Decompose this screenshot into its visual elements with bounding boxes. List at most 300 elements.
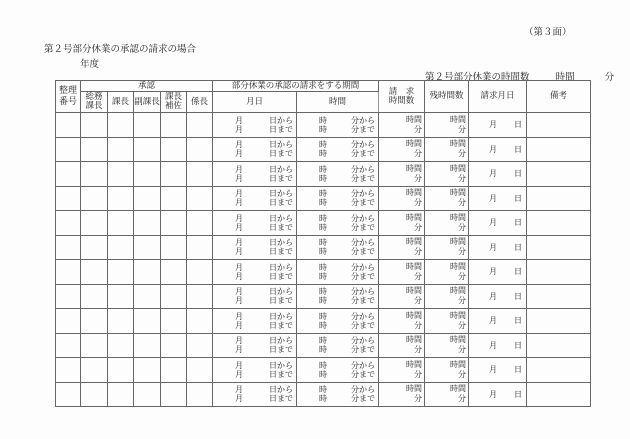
remaining-hours-cell[interactable]: [425, 333, 469, 358]
day-to-label: 日まで: [269, 320, 293, 330]
approval-section-chief-cell[interactable]: [108, 284, 134, 309]
approval-section-chief-cell[interactable]: [108, 358, 134, 383]
approval-assistant-chief-cell[interactable]: [161, 137, 187, 162]
req-day-label: 日: [514, 218, 522, 228]
approval-deputy-chief-cell[interactable]: [134, 382, 161, 407]
req-day-label: 日: [514, 242, 522, 252]
minutes-label: 分: [414, 173, 422, 183]
month-label: 月: [235, 271, 243, 281]
requested-hours-cell[interactable]: [379, 382, 425, 407]
remarks-cell[interactable]: [527, 284, 591, 309]
minutes-label: 分: [458, 198, 466, 208]
approval-assistant-chief-cell[interactable]: [161, 235, 187, 260]
partial-leave-table: [55, 80, 591, 407]
date-range-cell[interactable]: [213, 333, 297, 358]
minutes-label: 分: [414, 247, 422, 257]
table-row: [56, 186, 591, 211]
month-label: 月: [235, 115, 243, 125]
hour-label: 時: [319, 222, 327, 232]
time-range-cell[interactable]: [297, 284, 379, 309]
min-from-label: 分から: [351, 360, 375, 370]
approval-general-affairs-chief-cell[interactable]: [81, 284, 108, 309]
approver-label: 補佐: [164, 101, 182, 111]
month-label: 月: [235, 311, 243, 321]
requested-hours-cell[interactable]: [379, 186, 425, 211]
day-from-label: 日から: [269, 336, 293, 346]
date-range-cell[interactable]: [213, 284, 297, 309]
req-month-label: 月: [489, 242, 497, 252]
header-approval: 承認: [81, 81, 213, 92]
remaining-hours-cell[interactable]: [425, 260, 469, 285]
approval-subsection-chief-cell[interactable]: [187, 211, 213, 236]
request-date-cell[interactable]: [469, 113, 527, 138]
approval-general-affairs-chief-cell[interactable]: [81, 162, 108, 187]
approval-general-affairs-chief-cell[interactable]: [81, 137, 108, 162]
minutes-label: 分: [414, 320, 422, 330]
day-to-label: 日まで: [269, 247, 293, 257]
approval-subsection-chief-cell[interactable]: [187, 333, 213, 358]
hours-label: 時間: [406, 384, 422, 394]
date-range-cell[interactable]: [213, 309, 297, 334]
request-date-cell[interactable]: [469, 186, 527, 211]
hours-summary-minutes-unit: 分: [604, 72, 615, 83]
minutes-label: 分: [414, 124, 422, 134]
day-to-label: 日まで: [269, 198, 293, 208]
remaining-hours-cell[interactable]: [425, 358, 469, 383]
hours-label: 時間: [406, 286, 422, 296]
minutes-label: 分: [458, 394, 466, 404]
header-approver-subsection-chief: [187, 92, 213, 113]
date-range-cell[interactable]: [213, 113, 297, 138]
minutes-label: 分: [458, 369, 466, 379]
remarks-cell[interactable]: [527, 137, 591, 162]
hours-label: 時間: [450, 310, 466, 320]
approval-section-chief-cell[interactable]: [108, 113, 134, 138]
min-from-label: 分から: [351, 311, 375, 321]
min-from-label: 分から: [351, 164, 375, 174]
approval-deputy-chief-cell[interactable]: [134, 137, 161, 162]
min-from-label: 分から: [351, 238, 375, 248]
hour-label: 時: [319, 385, 327, 395]
approval-deputy-chief-cell[interactable]: [134, 162, 161, 187]
minutes-label: 分: [414, 198, 422, 208]
remaining-hours-cell[interactable]: [425, 162, 469, 187]
minutes-label: 分: [458, 149, 466, 159]
hour-label: 時: [319, 345, 327, 355]
approval-section-chief-cell[interactable]: [108, 162, 134, 187]
req-day-label: 日: [514, 316, 522, 326]
fiscal-year-label: 年度: [80, 59, 100, 70]
req-month-label: 月: [489, 316, 497, 326]
approval-general-affairs-chief-cell[interactable]: [81, 211, 108, 236]
hour-label: 時: [319, 198, 327, 208]
approval-assistant-chief-cell[interactable]: [161, 358, 187, 383]
approver-label: 課長: [85, 101, 103, 111]
approval-general-affairs-chief-cell[interactable]: [81, 309, 108, 334]
approval-subsection-chief-cell[interactable]: [187, 382, 213, 407]
serial-no-cell[interactable]: [56, 284, 81, 309]
approval-subsection-chief-cell[interactable]: [187, 162, 213, 187]
minutes-label: 分: [458, 247, 466, 257]
hours-label: 時間: [406, 335, 422, 345]
remaining-hours-cell[interactable]: [425, 235, 469, 260]
day-from-label: 日から: [269, 115, 293, 125]
header-requested-hours-line2: 時間数: [388, 95, 415, 106]
min-to-label: 分まで: [351, 198, 375, 208]
approval-deputy-chief-cell[interactable]: [134, 358, 161, 383]
hour-label: 時: [319, 262, 327, 272]
day-from-label: 日から: [269, 287, 293, 297]
req-day-label: 日: [514, 365, 522, 375]
hours-label: 時間: [450, 114, 466, 124]
day-to-label: 日まで: [269, 149, 293, 159]
approval-assistant-chief-cell[interactable]: [161, 186, 187, 211]
requested-hours-cell[interactable]: [379, 358, 425, 383]
min-to-label: 分まで: [351, 173, 375, 183]
requested-hours-cell[interactable]: [379, 137, 425, 162]
approval-assistant-chief-cell[interactable]: [161, 260, 187, 285]
approval-assistant-chief-cell[interactable]: [161, 162, 187, 187]
approval-assistant-chief-cell[interactable]: [161, 309, 187, 334]
hours-label: 時間: [406, 114, 422, 124]
hours-label: 時間: [450, 384, 466, 394]
date-range-cell[interactable]: [213, 211, 297, 236]
minutes-label: 分: [414, 149, 422, 159]
hour-label: 時: [319, 320, 327, 330]
time-range-cell[interactable]: [297, 186, 379, 211]
date-range-cell[interactable]: [213, 186, 297, 211]
date-range-cell[interactable]: [213, 235, 297, 260]
remaining-hours-cell[interactable]: [425, 284, 469, 309]
min-from-label: 分から: [351, 213, 375, 223]
hour-label: 時: [319, 238, 327, 248]
approval-section-chief-cell[interactable]: [108, 333, 134, 358]
request-date-cell[interactable]: [469, 162, 527, 187]
approval-subsection-chief-cell[interactable]: [187, 309, 213, 334]
time-range-cell[interactable]: [297, 137, 379, 162]
approval-subsection-chief-cell[interactable]: [187, 113, 213, 138]
hours-label: 時間: [406, 261, 422, 271]
month-label: 月: [235, 140, 243, 150]
approval-deputy-chief-cell[interactable]: [134, 309, 161, 334]
header-remarks: 備考: [527, 81, 591, 113]
day-to-label: 日まで: [269, 296, 293, 306]
request-date-cell[interactable]: [469, 137, 527, 162]
approval-subsection-chief-cell[interactable]: [187, 186, 213, 211]
req-month-label: 月: [489, 340, 497, 350]
hour-label: 時: [319, 336, 327, 346]
req-month-label: 月: [489, 169, 497, 179]
approval-general-affairs-chief-cell[interactable]: [81, 186, 108, 211]
hours-label: 時間: [406, 359, 422, 369]
req-day-label: 日: [514, 169, 522, 179]
remaining-hours-cell[interactable]: [425, 382, 469, 407]
day-from-label: 日から: [269, 262, 293, 272]
day-from-label: 日から: [269, 311, 293, 321]
table-row: [56, 113, 591, 138]
month-label: 月: [235, 124, 243, 134]
remaining-hours-cell[interactable]: [425, 186, 469, 211]
header-time: 時間: [297, 92, 379, 113]
month-label: 月: [235, 369, 243, 379]
remarks-cell[interactable]: [527, 260, 591, 285]
day-to-label: 日まで: [269, 124, 293, 134]
serial-no-cell[interactable]: [56, 260, 81, 285]
time-range-cell[interactable]: [297, 309, 379, 334]
req-day-label: 日: [514, 340, 522, 350]
remarks-cell[interactable]: [527, 113, 591, 138]
month-label: 月: [235, 164, 243, 174]
req-day-label: 日: [514, 267, 522, 277]
min-to-label: 分まで: [351, 394, 375, 404]
requested-hours-cell[interactable]: [379, 113, 425, 138]
minutes-label: 分: [458, 222, 466, 232]
table-row: [56, 309, 591, 334]
requested-hours-cell[interactable]: [379, 260, 425, 285]
req-day-label: 日: [514, 291, 522, 301]
hours-label: 時間: [406, 163, 422, 173]
min-to-label: 分まで: [351, 296, 375, 306]
req-month-label: 月: [489, 365, 497, 375]
request-date-cell[interactable]: [469, 309, 527, 334]
minutes-label: 分: [458, 320, 466, 330]
approval-section-chief-cell[interactable]: [108, 186, 134, 211]
minutes-label: 分: [414, 271, 422, 281]
day-from-label: 日から: [269, 360, 293, 370]
hours-label: 時間: [450, 261, 466, 271]
hours-label: 時間: [406, 237, 422, 247]
hour-label: 時: [319, 213, 327, 223]
approval-deputy-chief-cell[interactable]: [134, 211, 161, 236]
hour-label: 時: [319, 369, 327, 379]
remarks-cell[interactable]: [527, 211, 591, 236]
serial-no-cell[interactable]: [56, 358, 81, 383]
header-requested-hours: [379, 81, 425, 113]
remarks-cell[interactable]: [527, 358, 591, 383]
serial-no-cell[interactable]: [56, 382, 81, 407]
table-row: [56, 260, 591, 285]
req-month-label: 月: [489, 389, 497, 399]
remaining-hours-cell[interactable]: [425, 211, 469, 236]
month-label: 月: [235, 385, 243, 395]
requested-hours-cell[interactable]: [379, 284, 425, 309]
serial-no-cell[interactable]: [56, 113, 81, 138]
hours-label: 時間: [450, 335, 466, 345]
request-date-cell[interactable]: [469, 333, 527, 358]
remarks-cell[interactable]: [527, 382, 591, 407]
min-from-label: 分から: [351, 189, 375, 199]
serial-no-cell[interactable]: [56, 211, 81, 236]
approval-deputy-chief-cell[interactable]: [134, 235, 161, 260]
date-range-cell[interactable]: [213, 382, 297, 407]
hour-label: 時: [319, 149, 327, 159]
remarks-cell[interactable]: [527, 333, 591, 358]
header-approver-assistant-chief: [161, 92, 187, 113]
month-label: 月: [235, 360, 243, 370]
requested-hours-cell[interactable]: [379, 309, 425, 334]
hour-label: 時: [319, 287, 327, 297]
time-range-cell[interactable]: [297, 260, 379, 285]
requested-hours-cell[interactable]: [379, 235, 425, 260]
remarks-cell[interactable]: [527, 235, 591, 260]
approval-subsection-chief-cell[interactable]: [187, 235, 213, 260]
request-date-cell[interactable]: [469, 235, 527, 260]
approval-assistant-chief-cell[interactable]: [161, 211, 187, 236]
approval-assistant-chief-cell[interactable]: [161, 113, 187, 138]
serial-no-cell[interactable]: [56, 235, 81, 260]
approval-subsection-chief-cell[interactable]: [187, 358, 213, 383]
day-to-label: 日まで: [269, 369, 293, 379]
remaining-hours-cell[interactable]: [425, 309, 469, 334]
hours-label: 時間: [450, 286, 466, 296]
serial-no-cell[interactable]: [56, 309, 81, 334]
header-remaining-hours: 残時間数: [425, 81, 469, 113]
time-range-cell[interactable]: [297, 382, 379, 407]
table-row: [56, 235, 591, 260]
header-serial-no: [56, 81, 81, 113]
remarks-cell[interactable]: [527, 309, 591, 334]
approval-section-chief-cell[interactable]: [108, 309, 134, 334]
table-row: [56, 382, 591, 407]
req-day-label: 日: [514, 144, 522, 154]
approval-assistant-chief-cell[interactable]: [161, 284, 187, 309]
minutes-label: 分: [414, 394, 422, 404]
min-from-label: 分から: [351, 115, 375, 125]
approval-general-affairs-chief-cell[interactable]: [81, 333, 108, 358]
req-month-label: 月: [489, 120, 497, 130]
request-date-cell[interactable]: [469, 284, 527, 309]
header-request-period: 部分休業の承認の請求をする期間: [213, 81, 379, 92]
month-label: 月: [235, 213, 243, 223]
header-serial-no-line1: 整理: [58, 85, 77, 96]
hours-label: 時間: [450, 139, 466, 149]
min-from-label: 分から: [351, 336, 375, 346]
approver-label: 係長: [190, 96, 208, 107]
hours-label: 時間: [450, 359, 466, 369]
date-range-cell[interactable]: [213, 260, 297, 285]
time-range-cell[interactable]: [297, 211, 379, 236]
header-requested-hours-line1: 請 求: [388, 86, 415, 97]
day-to-label: 日まで: [269, 271, 293, 281]
table-row: [56, 162, 591, 187]
remarks-cell[interactable]: [527, 186, 591, 211]
request-date-cell[interactable]: [469, 382, 527, 407]
date-range-cell[interactable]: [213, 358, 297, 383]
serial-no-cell[interactable]: [56, 137, 81, 162]
requested-hours-cell[interactable]: [379, 211, 425, 236]
minutes-label: 分: [458, 271, 466, 281]
serial-no-cell[interactable]: [56, 186, 81, 211]
min-to-label: 分まで: [351, 345, 375, 355]
day-from-label: 日から: [269, 385, 293, 395]
min-from-label: 分から: [351, 140, 375, 150]
approval-assistant-chief-cell[interactable]: [161, 333, 187, 358]
remaining-hours-cell[interactable]: [425, 137, 469, 162]
approval-deputy-chief-cell[interactable]: [134, 333, 161, 358]
hour-label: 時: [319, 296, 327, 306]
approval-subsection-chief-cell[interactable]: [187, 137, 213, 162]
header-serial-no-line2: 番号: [58, 96, 77, 107]
approval-deputy-chief-cell[interactable]: [134, 186, 161, 211]
remarks-cell[interactable]: [527, 162, 591, 187]
month-label: 月: [235, 247, 243, 257]
day-to-label: 日まで: [269, 173, 293, 183]
approval-general-affairs-chief-cell[interactable]: [81, 235, 108, 260]
month-label: 月: [235, 173, 243, 183]
minutes-label: 分: [414, 345, 422, 355]
hours-summary-hours-unit: 時間: [555, 72, 575, 83]
time-range-cell[interactable]: [297, 113, 379, 138]
approval-general-affairs-chief-cell[interactable]: [81, 382, 108, 407]
time-range-cell[interactable]: [297, 235, 379, 260]
approval-assistant-chief-cell[interactable]: [161, 382, 187, 407]
day-to-label: 日まで: [269, 394, 293, 404]
req-day-label: 日: [514, 389, 522, 399]
hours-label: 時間: [406, 139, 422, 149]
minutes-label: 分: [414, 296, 422, 306]
hours-label: 時間: [406, 212, 422, 222]
requested-hours-cell[interactable]: [379, 162, 425, 187]
requested-hours-cell[interactable]: [379, 333, 425, 358]
hour-label: 時: [319, 140, 327, 150]
min-to-label: 分まで: [351, 247, 375, 257]
request-date-cell[interactable]: [469, 358, 527, 383]
table-row: [56, 333, 591, 358]
approval-section-chief-cell[interactable]: [108, 235, 134, 260]
approval-deputy-chief-cell[interactable]: [134, 113, 161, 138]
hour-label: 時: [319, 360, 327, 370]
approval-section-chief-cell[interactable]: [108, 137, 134, 162]
month-label: 月: [235, 296, 243, 306]
request-date-cell[interactable]: [469, 260, 527, 285]
month-label: 月: [235, 287, 243, 297]
approval-deputy-chief-cell[interactable]: [134, 260, 161, 285]
req-month-label: 月: [489, 193, 497, 203]
time-range-cell[interactable]: [297, 358, 379, 383]
hours-label: 時間: [450, 237, 466, 247]
request-date-cell[interactable]: [469, 211, 527, 236]
approval-section-chief-cell[interactable]: [108, 260, 134, 285]
hours-label: 時間: [406, 310, 422, 320]
table-row: [56, 211, 591, 236]
min-to-label: 分まで: [351, 369, 375, 379]
table-row: [56, 284, 591, 309]
time-range-cell[interactable]: [297, 333, 379, 358]
serial-no-cell[interactable]: [56, 162, 81, 187]
hour-label: 時: [319, 173, 327, 183]
min-to-label: 分まで: [351, 271, 375, 281]
approval-subsection-chief-cell[interactable]: [187, 260, 213, 285]
time-range-cell[interactable]: [297, 162, 379, 187]
serial-no-cell[interactable]: [56, 333, 81, 358]
month-label: 月: [235, 149, 243, 159]
date-range-cell[interactable]: [213, 137, 297, 162]
date-range-cell[interactable]: [213, 162, 297, 187]
approval-section-chief-cell[interactable]: [108, 382, 134, 407]
hours-label: 時間: [450, 212, 466, 222]
header-approver-section-chief: [108, 92, 134, 113]
table-row: [56, 137, 591, 162]
day-from-label: 日から: [269, 238, 293, 248]
approval-general-affairs-chief-cell[interactable]: [81, 260, 108, 285]
approval-general-affairs-chief-cell[interactable]: [81, 113, 108, 138]
approval-deputy-chief-cell[interactable]: [134, 284, 161, 309]
remaining-hours-cell[interactable]: [425, 113, 469, 138]
page-number: （第３面）: [524, 27, 572, 38]
approval-section-chief-cell[interactable]: [108, 211, 134, 236]
approval-general-affairs-chief-cell[interactable]: [81, 358, 108, 383]
approval-subsection-chief-cell[interactable]: [187, 284, 213, 309]
